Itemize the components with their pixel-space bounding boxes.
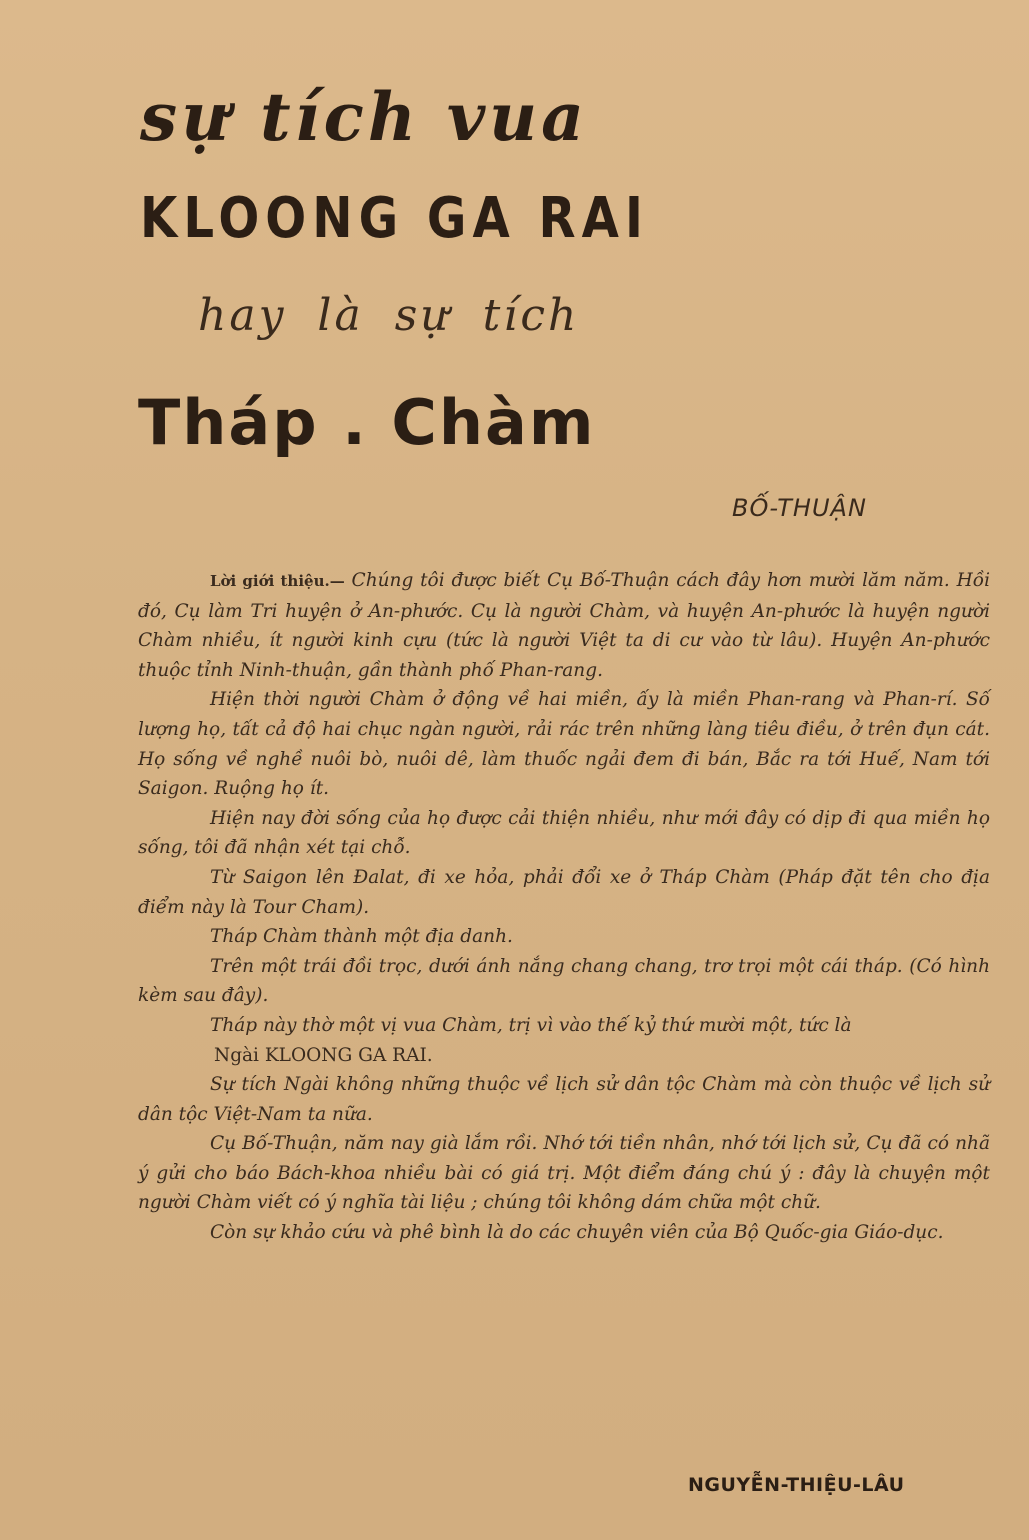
intro-paragraph-8: Ngài KLOONG GA RAI. bbox=[214, 1044, 433, 1066]
intro-paragraph-10: Cụ Bố-Thuận, năm nay già lắm rồi. Nhớ tới tiền nhân, nhớ tới lịch sử, Cụ đã có nhã ý gửi cho báo Bách-khoa nhiều bài có giá trị. Một điểm đáng chú ý : đây là chuyện một người Chàm viết có ý nghĩa tài liệu ; chúng tôi không dám chữa một chữ. bbox=[138, 1133, 990, 1214]
intro-paragraph-6: Trên một trái đồi trọc, dưới ánh nắng chang chang, trơ trọi một cái tháp. (Có hình kèm sau đây). bbox=[138, 955, 990, 1007]
intro-lead: Lời giới thiệu.— bbox=[210, 572, 345, 590]
intro-paragraph-9: Sự tích Ngài không những thuộc về lịch sử dân tộc Chàm mà còn thuộc về lịch sử dân tộc Việt-Nam ta nữa. bbox=[138, 1074, 990, 1125]
intro-paragraph-1-text: Chúng tôi được biết Cụ Bố-Thuận cách đây hơn mười lăm năm. Hồi đó, Cụ làm Tri huyện ở An-phước. Cụ là người Chàm, và huyện An-phước là huyện người Chàm nhiều, ít người kinh cựu (tức là người Việt ta di cư vào từ lâu). Huyện An-phước thuộc tỉnh Ninh-thuận, gần thành phố Phan-rang. bbox=[138, 570, 990, 681]
intro-paragraph-4: Từ Saigon lên Đalat, đi xe hỏa, phải đổi xe ở Tháp Chàm (Pháp đặt tên cho địa điểm này là Tour Cham). bbox=[138, 866, 990, 918]
intro-paragraph-7: Tháp này thờ một vị vua Chàm, trị vì vào thế kỷ thứ mười một, tức là bbox=[210, 1014, 852, 1036]
intro-body bbox=[138, 566, 990, 1248]
title-line-4: Tháp . Chàm bbox=[138, 386, 596, 459]
intro-paragraph-3: Hiện nay đời sống của họ được cải thiện nhiều, như mới đây có dịp đi qua miền họ sống, tôi đã nhận xét tại chỗ. bbox=[138, 807, 990, 859]
intro-paragraph-1 bbox=[138, 566, 990, 685]
intro-paragraph-5: Tháp Chàm thành một địa danh. bbox=[210, 926, 513, 948]
intro-paragraph-11: Còn sự khảo cứu và phê bình là do các chuyên viên của Bộ Quốc-gia Giáo-dục. bbox=[210, 1222, 944, 1244]
title-line-2: KLOONG GA RAI bbox=[140, 186, 649, 251]
author-name: BỐ-THUẬN bbox=[732, 494, 867, 522]
title-line-3: hay là sự tích bbox=[198, 290, 580, 341]
intro-paragraph-2: Hiện thời người Chàm ở động về hai miền, ấy là miền Phan-rang và Phan-rí. Số lượng họ, tất cả độ hai chục ngàn người, rải rác trên những làng tiêu điều, ở trên đụn cát. Họ sống về nghề nuôi bò, nuôi dê, làm thuốc ngải đem đi bán, Bắc ra tới Huế, Nam tới Saigon. Ruộng họ ít. bbox=[138, 689, 990, 800]
signature-name: NGUYỄN-THIỆU-LÂU bbox=[688, 1474, 905, 1496]
title-line-1: sự tích vua bbox=[140, 78, 588, 156]
